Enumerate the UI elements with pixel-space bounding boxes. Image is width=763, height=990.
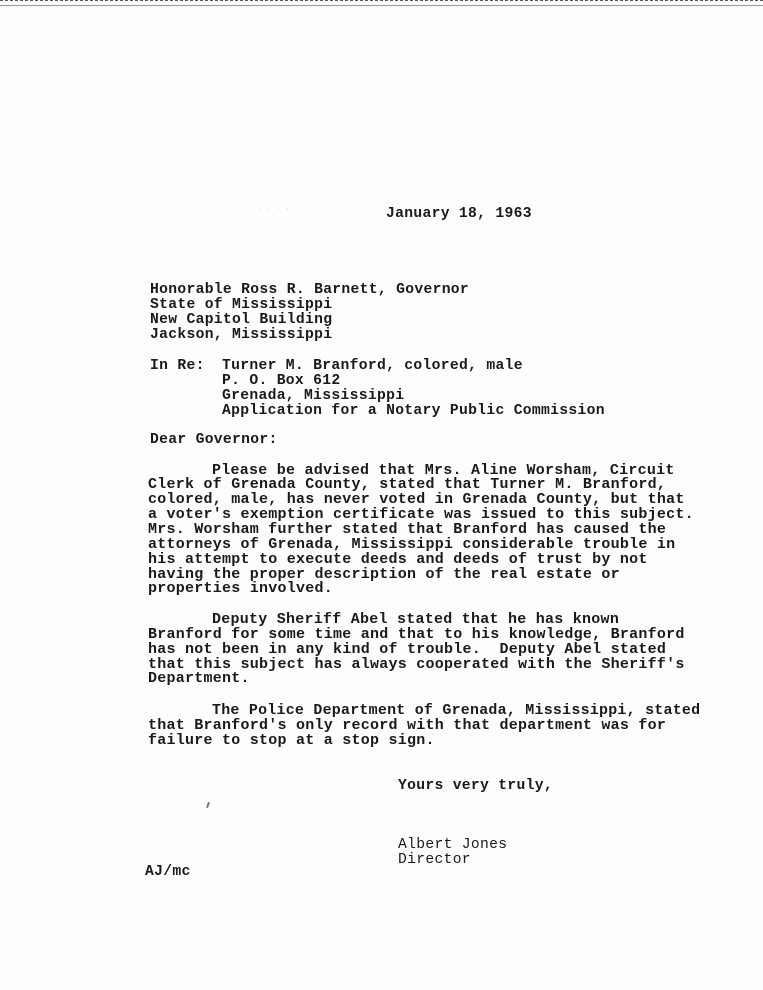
paragraph-line: his attempt to execute deeds and deeds of trust by not [148,551,648,568]
paragraph-line: Branford for some time and that to his knowledge, Branford [148,626,685,643]
address-line: New Capitol Building [150,311,333,328]
paragraph-line: having the proper description of the real estate or [148,566,620,583]
paragraph-line: Mrs. Worsham further stated that Branford has caused the [148,521,667,538]
paragraph-line: properties involved. [148,580,334,597]
salutation: Dear Governor: [150,431,278,448]
signature-name: Albert Jones [398,836,508,853]
paragraph-line: Clerk of Grenada County, stated that Turner M. Branford, [148,476,667,493]
closing: Yours very truly, [398,777,553,794]
signature-title: Director [398,851,471,868]
in-re-line: Application for a Notary Public Commission [222,402,605,419]
in-re-line: Turner M. Branford, colored, male [222,357,523,374]
address-line: Honorable Ross R. Barnett, Governor [150,281,470,298]
paragraph-line: Department. [148,670,250,687]
page-top-edge [0,0,763,6]
letter-date: January 18, 1963 [386,205,532,222]
paragraph-line: The Police Department of Grenada, Mississippi, stated [212,702,701,719]
paragraph-line: that Branford's only record with that department was for [148,717,667,734]
in-re-line: Grenada, Mississippi [222,387,405,404]
paragraph-line: that this subject has always cooperated with the Sheriff's [148,656,685,673]
paragraph-line: has not been in any kind of trouble. Deputy Abel stated [148,641,667,658]
paragraph-line: a voter's exemption certificate was issued to this subject. [148,506,694,523]
paragraph-line: Deputy Sheriff Abel stated that he has known [212,611,620,628]
typist-initials: AJ/mc [145,863,191,880]
paragraph-line: colored, male, has never voted in Grenada County, but that [148,491,685,508]
faint-stamp: · · · · [258,206,291,213]
paragraph-line: failure to stop at a stop sign. [148,732,435,749]
in-re-label: In Re: [150,357,205,374]
paragraph-line: Please be advised that Mrs. Aline Worsham, Circuit [212,462,675,479]
address-line: Jackson, Mississippi [150,326,333,343]
paragraph-line: attorneys of Grenada, Mississippi considerable trouble in [148,536,676,553]
in-re-line: P. O. Box 612 [222,372,341,389]
address-line: State of Mississippi [150,296,333,313]
stray-mark [206,802,210,808]
